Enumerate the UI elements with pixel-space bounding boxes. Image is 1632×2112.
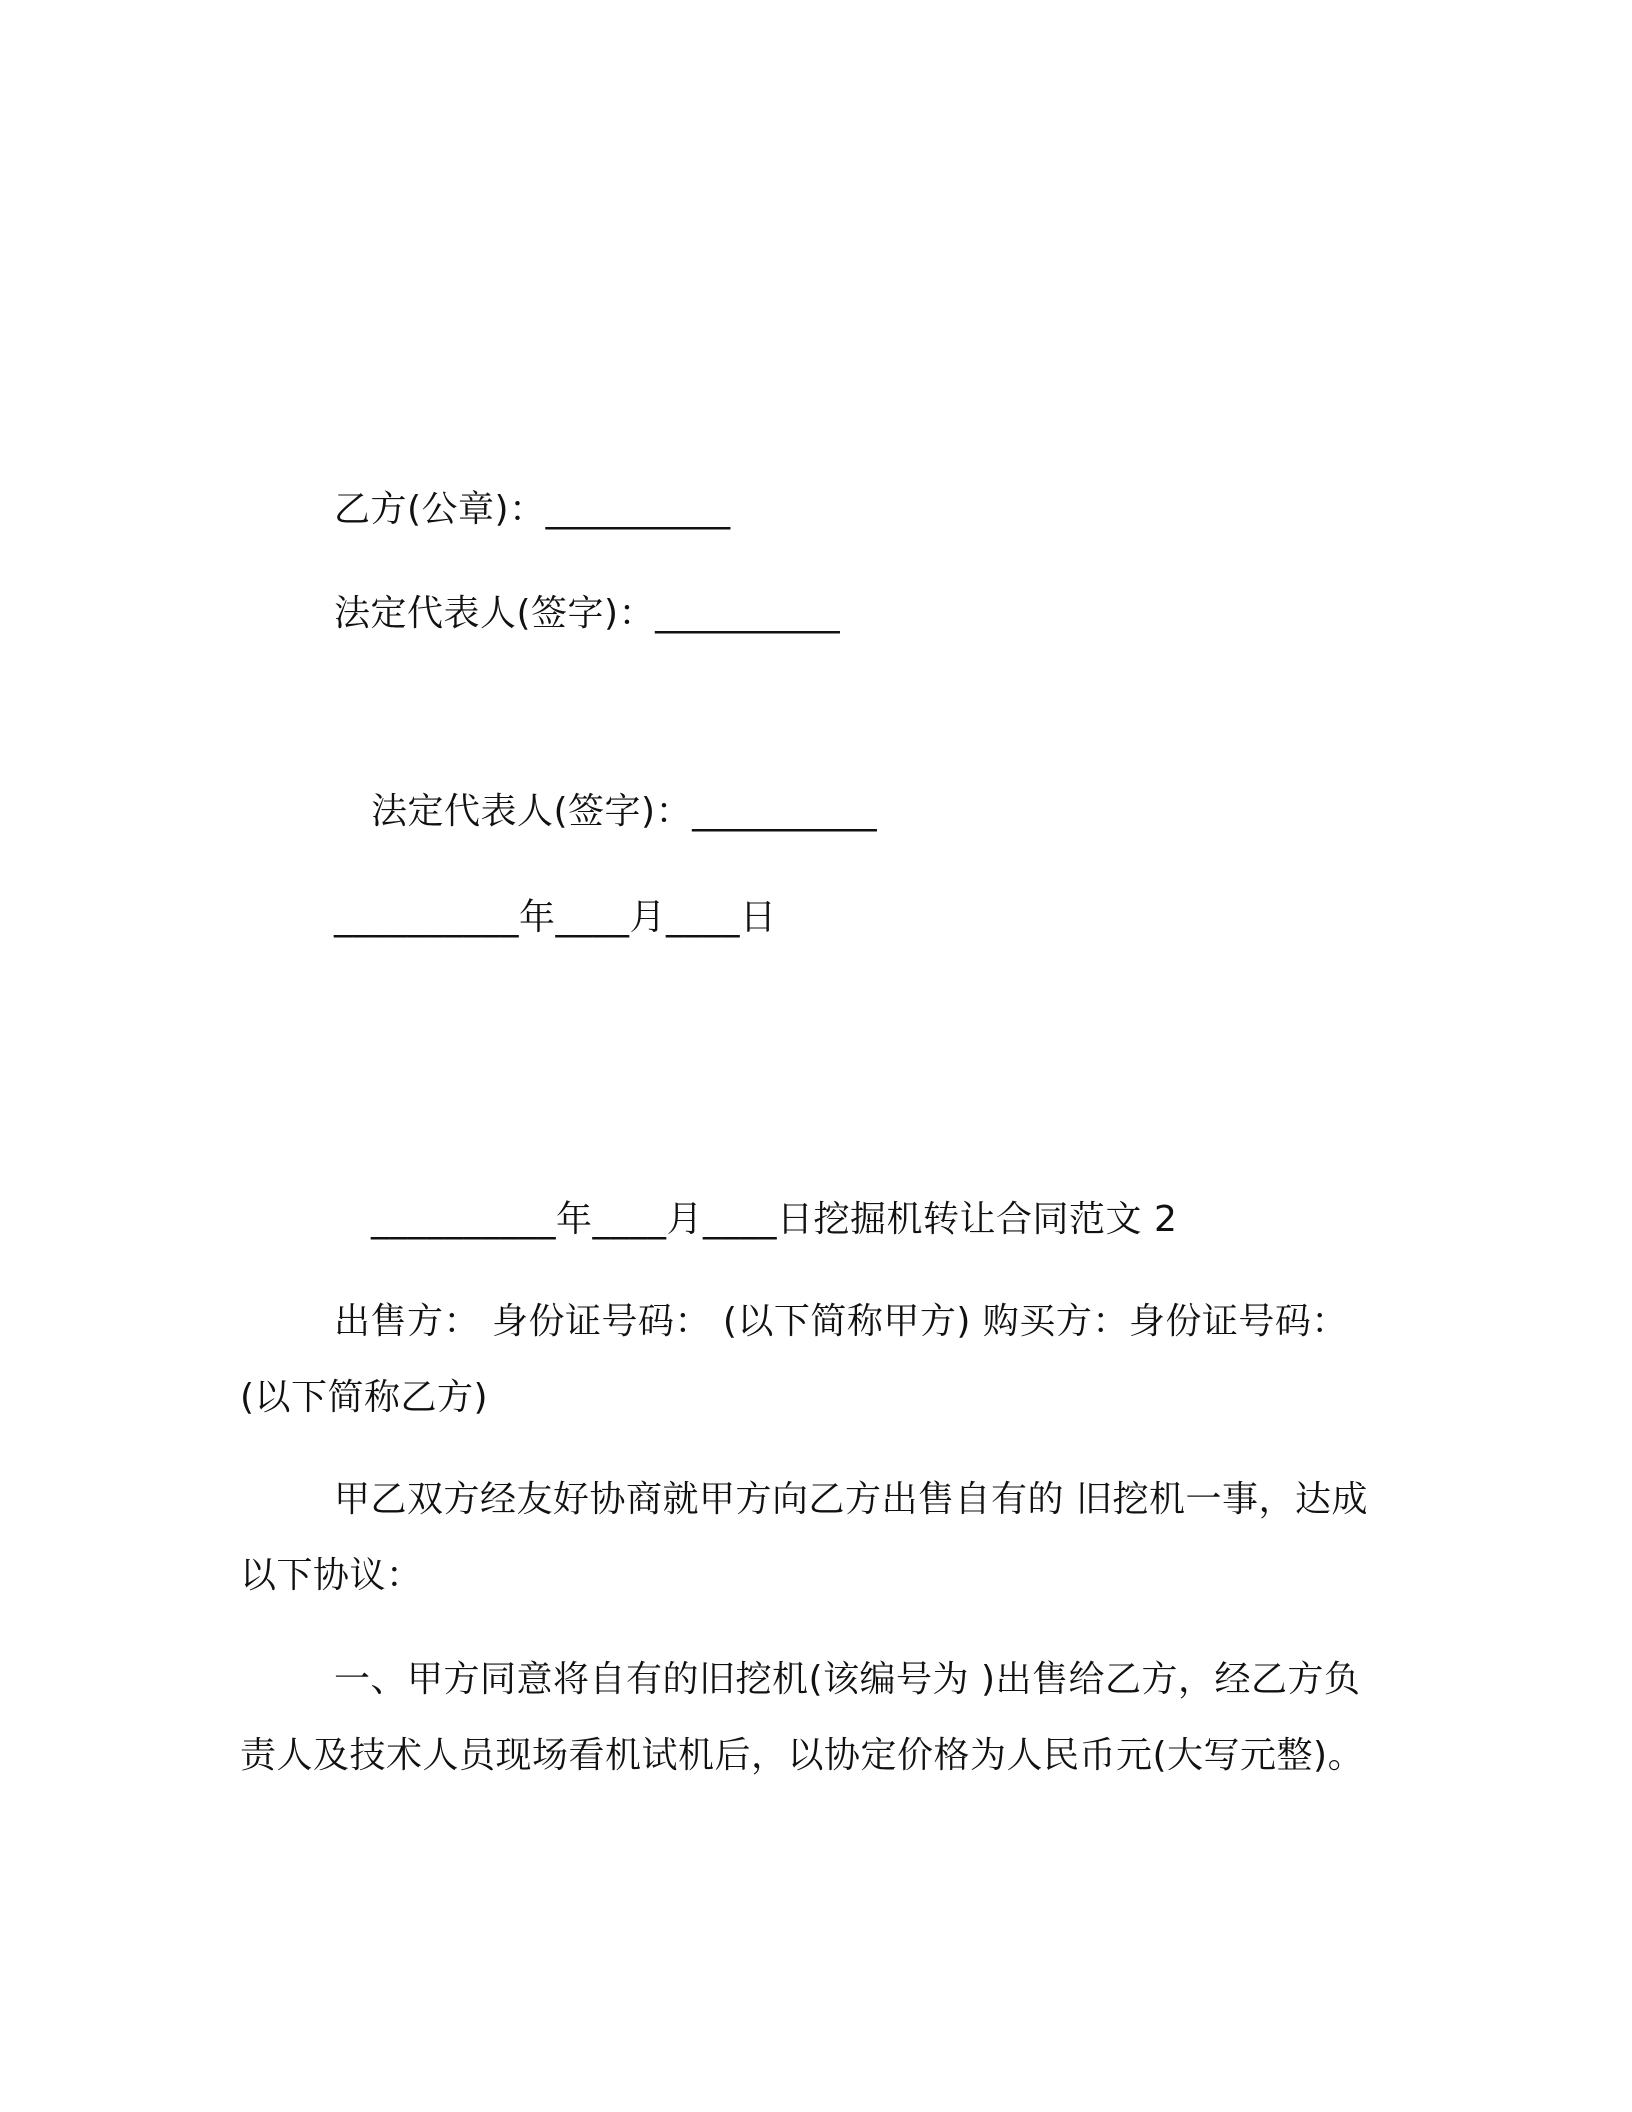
intro-paragraph-line-2: 以下协议：: [240, 1555, 423, 1596]
clause-1-line-2: 责人及技术人员现场看机试机后，以协定价格为人民币元(大写元整)。: [240, 1735, 1365, 1776]
section-title: __________年____月____日挖掘机转让合同范文 2: [371, 1199, 1178, 1240]
clause-1-line-1: 一、甲方同意将自有的旧挖机(该编号为 )出售给乙方，经乙方负: [334, 1659, 1361, 1700]
parties-line-1: 出售方： 身份证号码： (以下简称甲方) 购买方：身份证号码：: [334, 1301, 1348, 1342]
party-b-seal-line: 乙方(公章)：__________: [334, 489, 731, 530]
parties-line-2: (以下简称乙方): [240, 1377, 489, 1418]
intro-paragraph-line-1: 甲乙双方经友好协商就甲方向乙方出售自有的 旧挖机一事，达成: [334, 1479, 1368, 1520]
legal-rep-signature-line-1: 法定代表人(签字)：__________: [334, 593, 841, 634]
legal-rep-signature-line-2: 法定代表人(签字)：__________: [371, 791, 878, 832]
signature-date-line: __________年____月____日: [334, 897, 777, 938]
